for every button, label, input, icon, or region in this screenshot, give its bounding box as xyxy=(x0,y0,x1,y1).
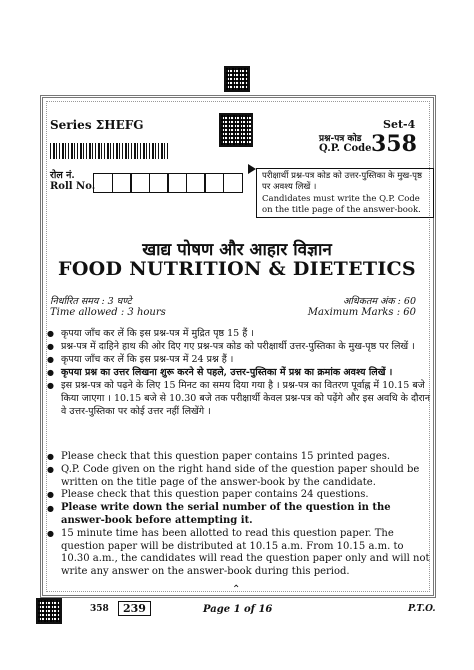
footer-pto: P.T.O. xyxy=(408,604,436,614)
instruction-en-3: ● Please check that this question paper contains 24 questions. xyxy=(47,489,435,502)
roll-no-english-label: Roll No. xyxy=(50,181,96,192)
marks-english: Maximum Marks : 60 xyxy=(307,307,416,318)
instruction-hi-2: ● प्रश्न-पत्र में दाहिने हाथ की ओर दिए गए प्रश्न-पत्र कोड को परीक्षार्थी उत्तर-पुस्तिका के मुख-पृष्ठ पर लिखें । xyxy=(47,340,435,353)
qp-code-english-label: Q.P. Code xyxy=(319,143,372,154)
instruction-hi-1: ● कृपया जाँच कर लें कि इस प्रश्न-पत्र में मुद्रित पृष्ठ 15 हैं । xyxy=(47,327,435,340)
qp-code-hindi-label: प्रश्न-पत्र कोड xyxy=(319,134,362,144)
roll-digit-box[interactable] xyxy=(167,173,187,193)
instruction-hi-5: ● इस प्रश्न-पत्र को पढ़ने के लिए 15 मिनट का समय दिया गया है । प्रश्न-पत्र का वितरण पूर्वाह्न में 10.15 बजे किया जाएगा । 10.15 बजे से 10.30 बजे तक परीक्षार्थी केवल प्रश्न-पत्र को पढ़ेंगे और इस अवधि के दौरान वे उत्तर-पुस्तिका पर कोई उत्तर नहीं लिखेंगे । xyxy=(47,379,435,418)
roll-digit-box[interactable] xyxy=(93,173,113,193)
roll-digit-box[interactable] xyxy=(186,173,206,193)
roll-digit-box[interactable] xyxy=(149,173,169,193)
roll-digit-box[interactable] xyxy=(112,173,132,193)
instruction-hi-4: ● कृपया प्रश्न का उत्तर लिखना शुरू करने से पहले, उत्तर-पुस्तिका में प्रश्न का क्रमांक अवश्य लिखें । xyxy=(47,366,435,379)
top-qr-code xyxy=(224,66,250,92)
footer-qr-code xyxy=(36,598,62,624)
roll-digit-box[interactable] xyxy=(223,173,243,193)
instruction-hi-3: ● कृपया जाँच कर लें कि इस प्रश्न-पत्र में 24 प्रश्न हैं । xyxy=(47,353,435,366)
marks-hindi: अधिकतम अंक : 60 xyxy=(343,296,416,307)
barcode xyxy=(50,143,168,159)
roll-no-hindi-label: रोल नं. xyxy=(50,170,75,181)
footer-box-number: 239 xyxy=(118,601,151,616)
qp-code-value: 358 xyxy=(371,131,417,157)
time-english: Time allowed : 3 hours xyxy=(50,307,166,318)
instruction-en-4: ● Please write down the serial number of the question in the answer-book before attempting it. xyxy=(47,502,435,528)
note-english: Candidates must write the Q.P. Code on the title page of the answer-book. xyxy=(262,194,421,215)
roll-digit-box[interactable] xyxy=(130,173,150,193)
instruction-en-2: ● Q.P. Code given on the right hand side of the question paper should be written on the title page of the answer-book by the candidate. xyxy=(47,464,435,490)
series-label: Series ΣHEFG xyxy=(50,118,144,132)
note-hindi: परीक्षार्थी प्रश्न-पत्र कोड को उत्तर-पुस्तिका के मुख-पृष्ठ पर अवश्य लिखें । xyxy=(262,171,422,192)
roll-no-boxes[interactable] xyxy=(93,173,241,193)
instruction-en-1: ● Please check that this question paper contains 15 printed pages. xyxy=(47,451,435,464)
footer-page: Page 1 of 16 xyxy=(203,604,273,615)
set-label: Set-4 xyxy=(383,118,416,131)
continue-arrow-icon: ⌃ xyxy=(232,584,241,595)
candidate-note-box xyxy=(256,168,434,218)
instruction-en-5: ● 15 minute time has been allotted to read this question paper. The question paper will be distributed at 10.15 a.m. From 10.15 a.m. to 10.30 a.m., the candidates will read the question paper only and will not write any answer on the answer-book during this period. xyxy=(47,528,435,579)
instructions-english xyxy=(47,451,435,579)
roll-digit-box[interactable] xyxy=(204,173,224,193)
title-hindi: खाद्य पोषण और आहार विज्ञान xyxy=(142,240,332,260)
time-hindi: निर्धारित समय : 3 घण्टे xyxy=(50,296,132,307)
footer-code: 358 xyxy=(90,604,109,614)
title-english: FOOD NUTRITION & DIETETICS xyxy=(58,258,416,280)
instructions-hindi xyxy=(47,327,435,418)
